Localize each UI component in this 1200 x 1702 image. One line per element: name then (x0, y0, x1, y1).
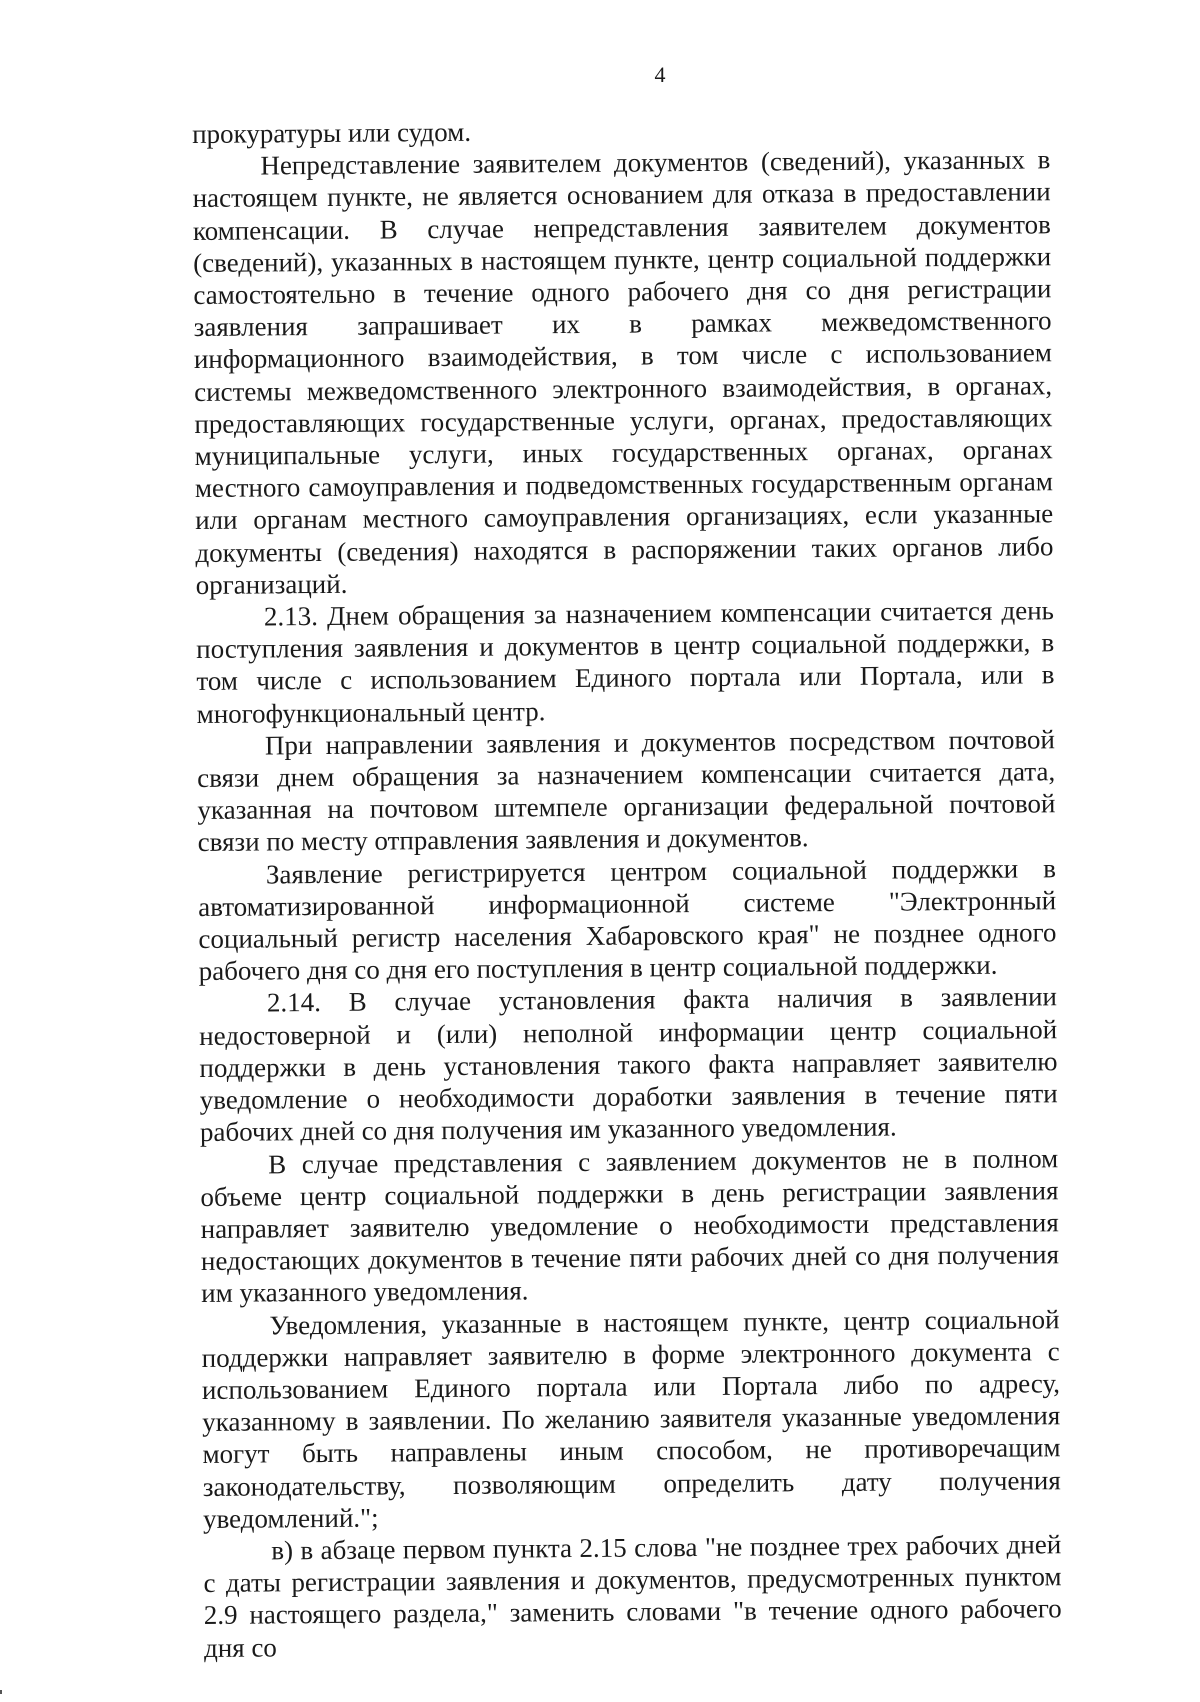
paragraph-notifications: Уведомления, указанные в настоящем пункте, центр социальной поддержки направляет заявителю в форме электронного документа с использованием Единого портала или Портала либо по адресу, указанному в заявлении. По желанию заявителя указанные уведомления могут быть направлены иным способом, не противоречащим законодательству, позволяющим определить дату получения уведомлений."; (201, 1303, 1061, 1534)
scan-edge-mark (0, 1690, 2, 1694)
paragraph-2-14: 2.14. В случае установления факта наличия в заявлении недостоверной и (или) неполной информации центр социальной поддержки в день установления такого факта направляет заявителю уведомление о необходимости доработки заявления в течение пяти рабочих дней со дня получения им указанного уведомления. (199, 981, 1058, 1148)
paragraph-2-13: 2.13. Днем обращения за назначением компенсации считается день поступления заявления и документов в центр социальной поддержки, в том числе с использованием Единого портала или Портала, или в многофункциональный центр. (196, 595, 1055, 729)
paragraph-amendment-c: в) в абзаце первом пункта 2.15 слова "не позднее трех рабочих дней с даты регистрации заявления и документов, предусмотренных пунктом 2.9 настоящего раздела," заменить словами "в течение одного рабочего дня со (203, 1529, 1062, 1663)
document-body (192, 111, 1062, 1663)
page-number: 4 (654, 62, 666, 87)
paragraph-incomplete-docs: В случае представления с заявлением документов не в полном объеме центр социальной поддержки в день регистрации заявления направляет заявителю уведомление о необходимости представления недостающих документов в течение пяти рабочих дней со дня получения им указанного уведомления. (200, 1142, 1060, 1309)
paragraph-registration: Заявление регистрируется центром социальной поддержки в автоматизированной информационной системе "Электронный социальный регистр населения Хабаровского края" не позднее одного рабочего дня со дня его поступления в центр социальной поддержки. (198, 852, 1057, 987)
paragraph-nonsubmission: Непредставление заявителем документов (сведений), указанных в настоящем пункте, не является основанием для отказа в предоставлении компенсации. В случае непредставления заявителем документов (сведений), указанных в настоящем пункте, центр социальной поддержки самостоятельно в течение одного рабочего дня со дня регистрации заявления запрашивает их в рамках межведомственного информационного взаимодействия, в том числе с использованием системы межведомственного электронного взаимодействия, в органах, предоставляющих государственные услуги, органах, предоставляющих муниципальные услуги, иных государственных органах, органах местного самоуправления и подведомственных государственным органам или органам местного самоуправления организациях, если указанные документы (сведения) находятся в распоряжении таких органов либо организаций. (192, 144, 1054, 600)
paragraph-postal: При направлении заявления и документов посредством почтовой связи днем обращения за назначением компенсации считается дата, указанная на почтовом штемпеле организации федеральной почтовой связи по месту отправления заявления и документов. (197, 724, 1056, 858)
paragraph-continuation: прокуратуры или судом. (192, 116, 472, 149)
